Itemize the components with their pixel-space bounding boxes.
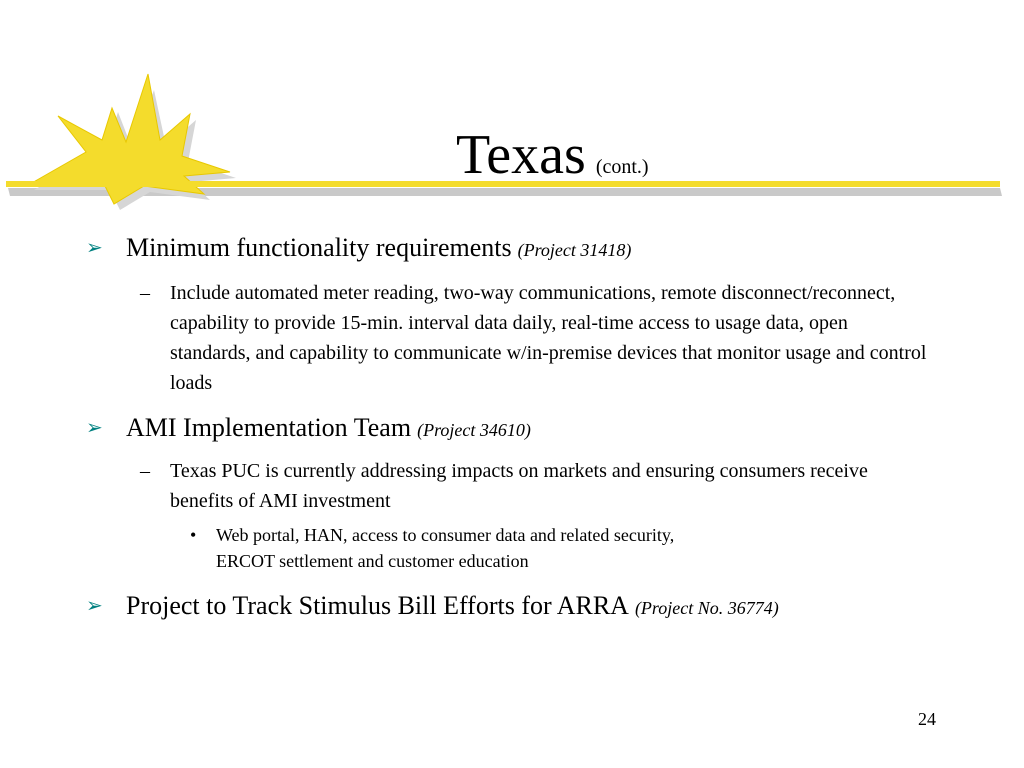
bullet-item-1-text	[126, 232, 956, 266]
title-suffix: (cont.)	[595, 156, 649, 178]
item-2-label: AMI Implementation Team	[126, 413, 412, 442]
dash-bullet-icon: –	[140, 282, 150, 304]
arrowhead-bullet-icon: ➢	[86, 235, 103, 259]
bullet-item-2-text	[126, 412, 956, 446]
item-2-project-ref: (Project 34610)	[417, 420, 531, 440]
arrowhead-bullet-icon: ➢	[86, 415, 103, 439]
title-text: Texas	[456, 124, 586, 186]
sub-sub-item-line-2: ERCOT settlement and customer education	[216, 551, 529, 571]
item-3-project-ref: (Project No. 36774)	[634, 598, 779, 618]
sub-sub-item-2-1-1-text	[216, 522, 836, 574]
dot-bullet-icon: •	[190, 525, 197, 545]
item-1-label: Minimum functionality requirements	[126, 233, 512, 262]
sub-sub-item-line-1: Web portal, HAN, access to consumer data and related security,	[216, 525, 675, 545]
sub-item-1-1-text: Include automated meter reading, two-way communications, remote disconnect/reconnect, capability to provide 15-min. interval data daily, real-time access to usage data, open standards, and capability to communicate w/in-premise devices that monitor usage and control loads	[170, 282, 927, 394]
sub-item-2-1-text: Texas PUC is currently addressing impacts on markets and ensuring consumers receive benefits of AMI investment	[170, 460, 868, 512]
item-3-label: Project to Track Stimulus Bill Efforts for ARRA	[126, 591, 629, 620]
dash-bullet-icon: –	[140, 460, 150, 482]
page-number: 24	[918, 709, 936, 729]
arrowhead-bullet-icon: ➢	[86, 593, 103, 617]
bullet-item-3-text	[126, 590, 956, 624]
item-1-project-ref: (Project 31418)	[517, 240, 632, 260]
